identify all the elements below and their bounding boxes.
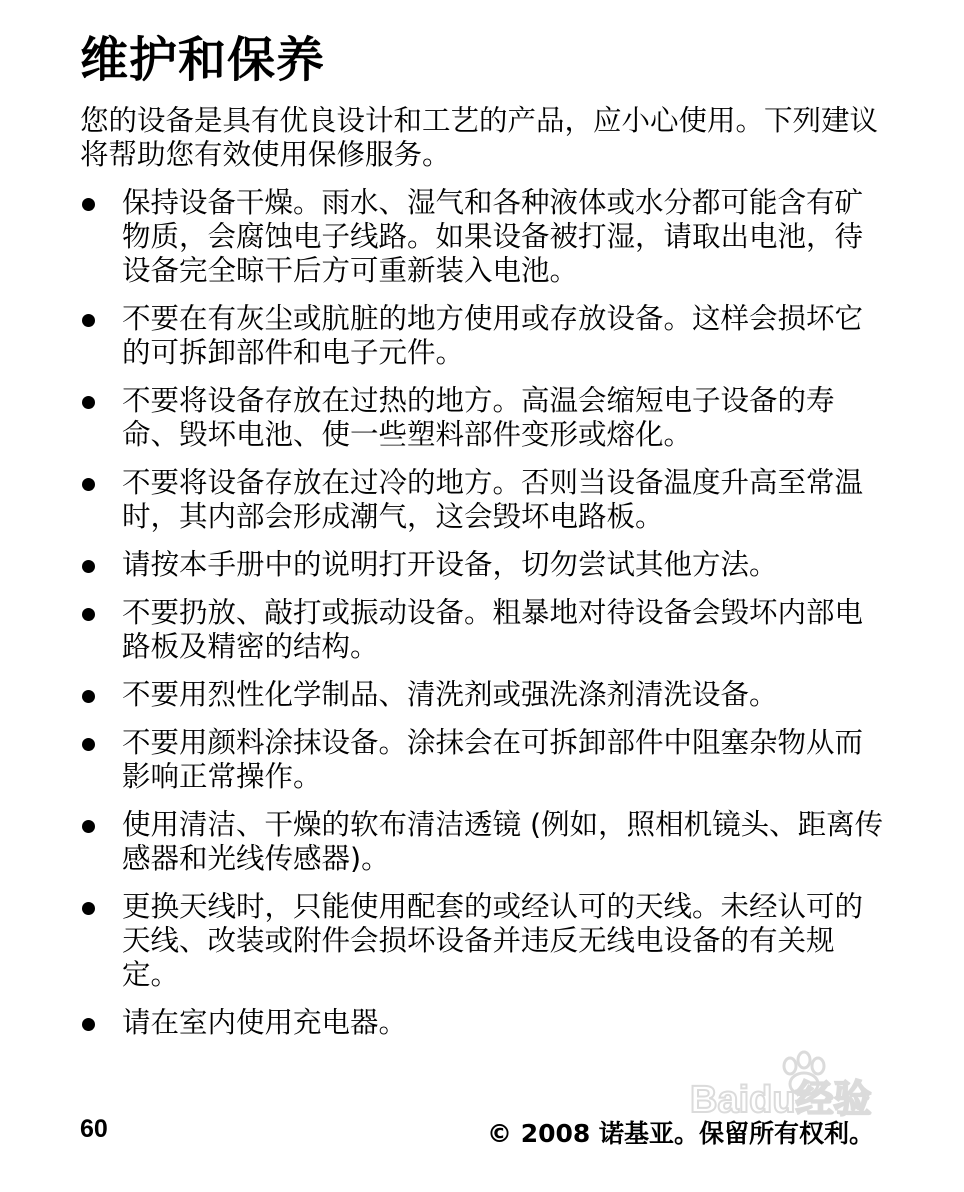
copyright-notice: © 2008 诺基亚。保留所有权利。 [487,1119,874,1148]
bullet-icon [82,198,95,211]
list-item-text: 不要扔放、敲打或振动设备。粗暴地对待设备会毁坏内部电路板及精密的结构。 [122,596,864,663]
svg-text:Baidu经验: Baidu经验 [690,1079,872,1120]
bullet-icon [82,902,95,915]
care-instructions-list [80,186,890,1040]
list-item-text: 更换天线时，只能使用配套的或经认可的天线。未经认可的天线、改装或附件会损坏设备并违反无线电设备的有关规定。 [122,890,864,991]
document-page [80,28,890,1054]
list-item-text: 保持设备干燥。雨水、湿气和各种液体或水分都可能含有矿物质，会腐蚀电子线路。如果设备被打湿，请取出电池，待设备完全晾干后方可重新装入电池。 [122,186,864,287]
bullet-icon [82,314,95,327]
list-item [80,302,890,370]
list-item [80,890,890,992]
list-item [80,186,890,288]
bullet-icon [82,608,95,621]
list-item [80,808,890,876]
baidu-watermark-logo [690,1040,920,1120]
list-item-text: 不要用烈性化学制品、清洗剂或强洗涤剂清洗设备。 [122,678,778,711]
bullet-icon [82,478,95,491]
list-item-text: 请在室内使用充电器。 [122,1006,408,1039]
page-number: 60 [80,1115,108,1143]
list-item [80,1006,890,1040]
page-title: 维护和保养 [80,32,326,88]
bullet-icon [82,690,95,703]
list-item [80,596,890,664]
bullet-icon [82,820,95,833]
list-item [80,678,890,712]
list-item [80,466,890,534]
list-item-text: 不要用颜料涂抹设备。涂抹会在可拆卸部件中阻塞杂物从而影响正常操作。 [122,726,864,793]
bullet-icon [82,396,95,409]
intro-paragraph: 您的设备是具有优良设计和工艺的产品，应小心使用。下列建议将帮助您有效使用保修服务。 [80,104,879,171]
list-item-text: 不要将设备存放在过冷的地方。否则当设备温度升高至常温时，其内部会形成潮气，这会毁坏电路板。 [122,466,864,533]
list-item-text: 使用清洁、干燥的软布清洁透镜 (例如，照相机镜头、距离传感器和光线传感器)。 [122,808,884,875]
list-item-text: 请按本手册中的说明打开设备，切勿尝试其他方法。 [122,548,778,581]
list-item-text: 不要在有灰尘或肮脏的地方使用或存放设备。这样会损坏它的可拆卸部件和电子元件。 [122,302,864,369]
bullet-icon [82,560,95,573]
list-item [80,726,890,794]
bullet-icon [82,738,95,751]
list-item [80,384,890,452]
list-item-text: 不要将设备存放在过热的地方。高温会缩短电子设备的寿命、毁坏电池、使一些塑料部件变形或熔化。 [122,384,835,451]
bullet-icon [82,1018,95,1031]
list-item [80,548,890,582]
